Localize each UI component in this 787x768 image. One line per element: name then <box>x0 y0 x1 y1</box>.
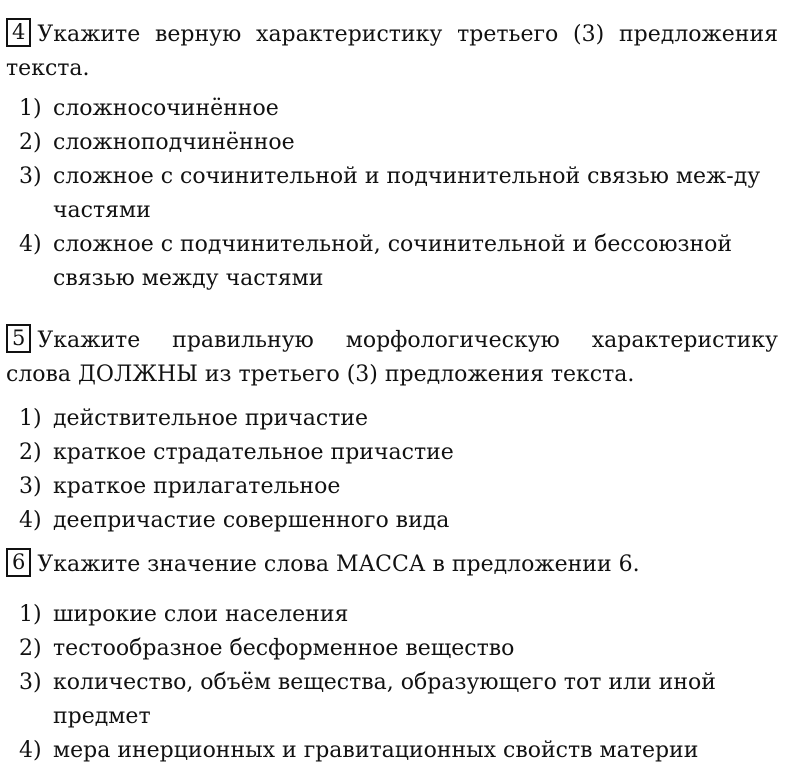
option-text: действительное причастие <box>53 406 369 431</box>
option-number: 1) <box>19 602 42 627</box>
answer-option[interactable] <box>19 470 778 504</box>
question-5 <box>6 324 778 538</box>
answer-option[interactable] <box>19 92 778 126</box>
option-text: краткое прилагательное <box>53 474 341 499</box>
answer-option[interactable] <box>19 666 778 734</box>
answer-options <box>6 402 778 538</box>
option-text: деепричастие совершенного вида <box>53 508 450 533</box>
answer-options <box>6 598 778 768</box>
option-number: 2) <box>19 440 42 465</box>
option-text: краткое страдательное причастие <box>53 440 454 465</box>
answer-option[interactable] <box>19 126 778 160</box>
option-text: сложное с сочинительной и подчинительной связью меж-ду частями <box>53 164 761 223</box>
question-6 <box>6 548 778 768</box>
option-number: 4) <box>19 232 42 257</box>
question-text-line-2: слова ДОЛЖНЫ из третьего (3) предложения текста. <box>6 362 635 387</box>
answer-option[interactable] <box>19 504 778 538</box>
question-text: Укажите верную характеристику третьего (3) предложения текста. <box>6 22 778 81</box>
document-page <box>6 18 778 768</box>
answer-option[interactable] <box>19 228 778 296</box>
option-number: 2) <box>19 130 42 155</box>
option-text: широкие слои населения <box>53 602 349 627</box>
question-text: Укажите правильную морфологическую характеристику <box>37 328 778 353</box>
option-number: 3) <box>19 670 42 695</box>
question-text-line-1 <box>6 324 778 358</box>
option-number: 1) <box>19 96 42 121</box>
question-4-text-block <box>6 18 778 86</box>
option-text: количество, объём вещества, образующего тот или иной предмет <box>53 670 716 729</box>
answer-option[interactable] <box>19 436 778 470</box>
answer-option[interactable] <box>19 632 778 666</box>
question-number-box: 5 <box>6 324 31 353</box>
question-number-box: 6 <box>6 548 31 577</box>
answer-option[interactable] <box>19 598 778 632</box>
option-number: 2) <box>19 636 42 661</box>
option-text: мера инерционных и гравитационных свойств материи <box>53 738 699 763</box>
question-4 <box>6 18 778 296</box>
option-number: 4) <box>19 508 42 533</box>
option-number: 3) <box>19 474 42 499</box>
option-text: тестообразное бесформенное вещество <box>53 636 515 661</box>
question-6-text-block <box>6 548 778 582</box>
option-text: сложное с подчинительной, сочинительной и бессоюзной связью между частями <box>53 232 733 291</box>
option-text: сложноподчинённое <box>53 130 295 155</box>
question-5-text-block <box>6 324 778 392</box>
option-number: 4) <box>19 738 42 763</box>
answer-options <box>6 92 778 296</box>
option-number: 3) <box>19 164 42 189</box>
answer-option[interactable] <box>19 160 778 228</box>
question-number-box: 4 <box>6 18 31 47</box>
answer-option[interactable] <box>19 734 778 768</box>
option-number: 1) <box>19 406 42 431</box>
question-text: Укажите значение слова МАССА в предложении 6. <box>37 552 640 577</box>
answer-option[interactable] <box>19 402 778 436</box>
option-text: сложносочинённое <box>53 96 279 121</box>
